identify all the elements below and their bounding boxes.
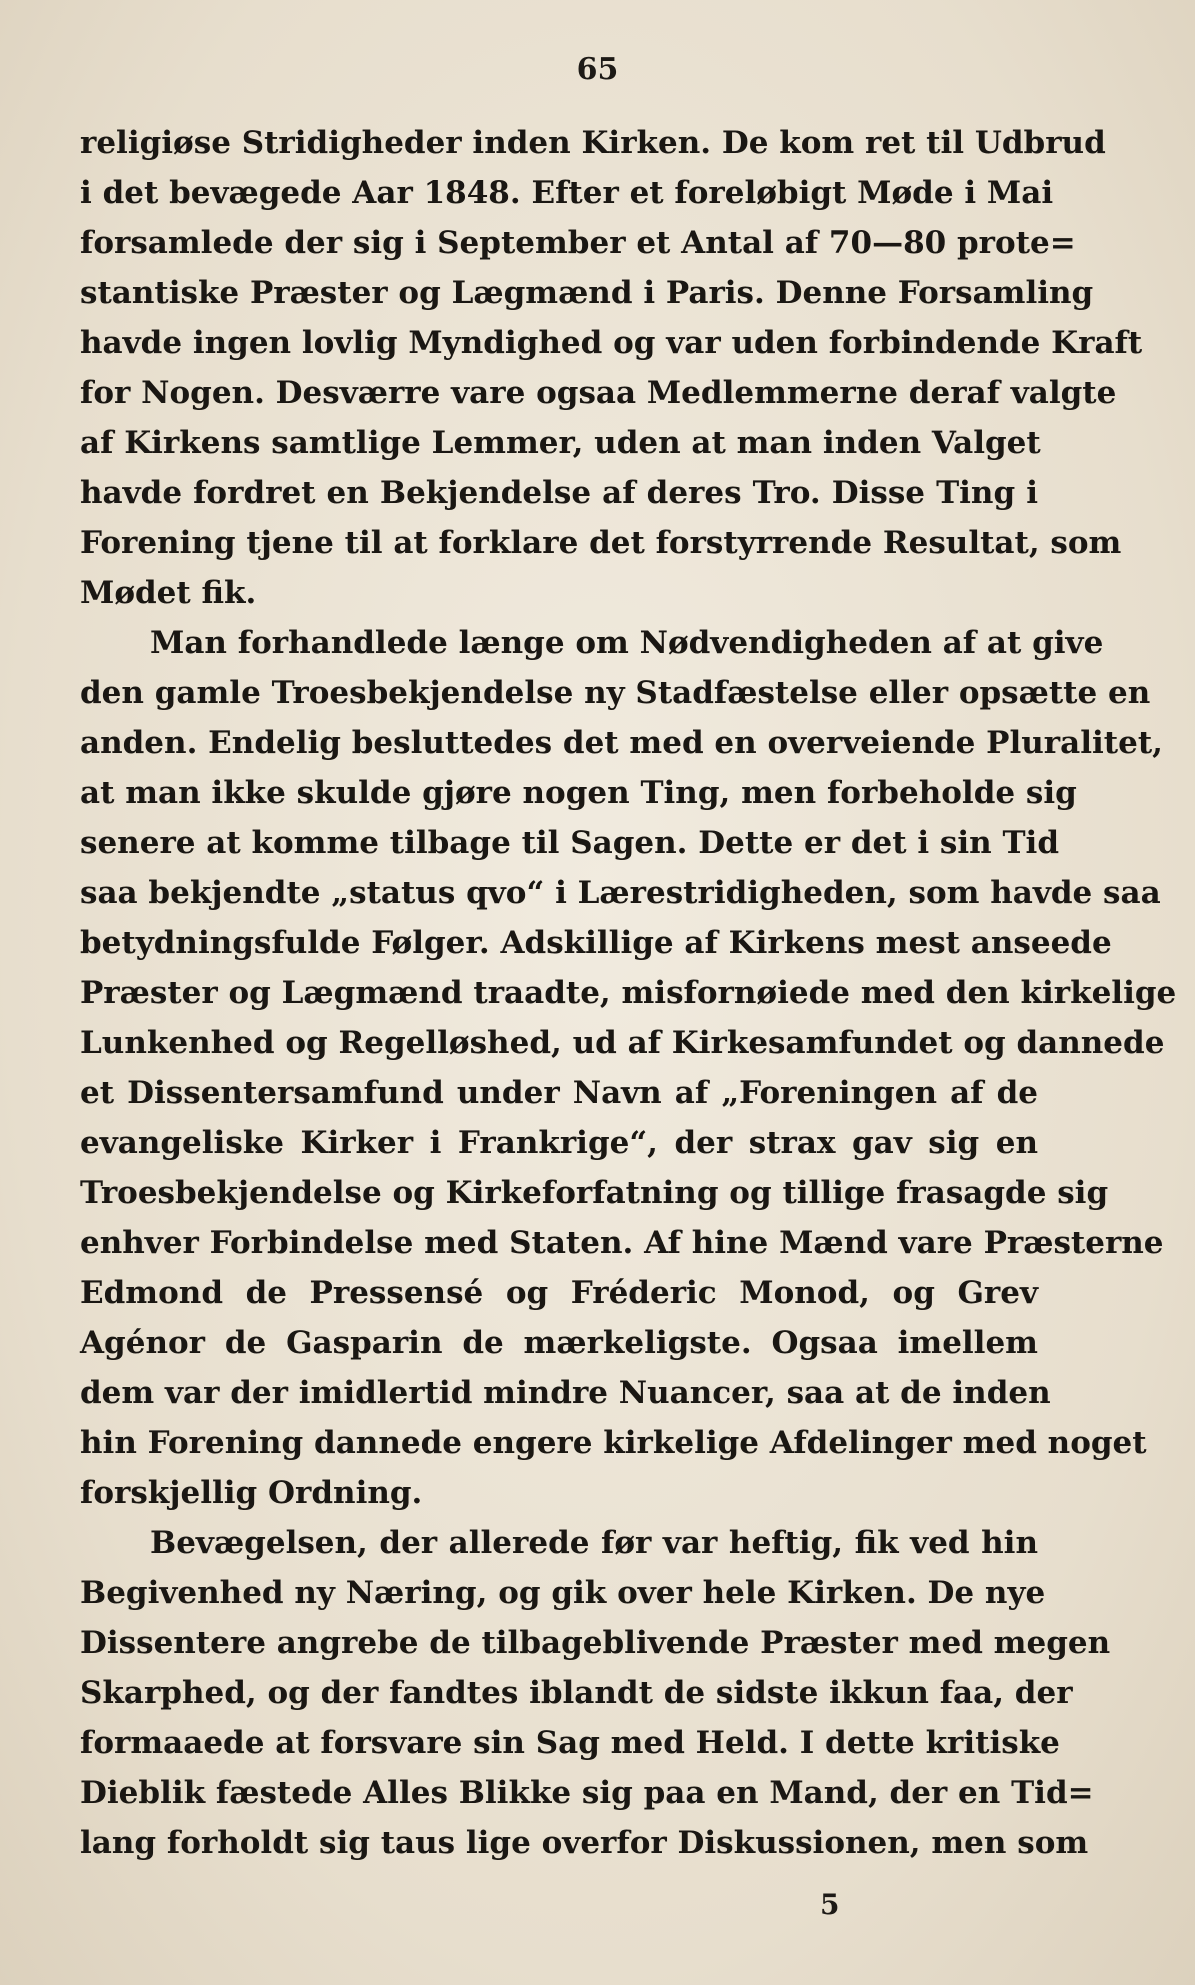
text-line: anden. Endelig besluttedes det med en overveiende Pluralitet, <box>80 725 1163 761</box>
text-line: religiøse Stridigheder inden Kirken. De kom ret til Udbrud <box>80 125 1106 161</box>
text-line: Forening tjene til at forklare det forstyrrende Resultat, som <box>80 525 1122 561</box>
paragraph <box>80 618 1177 1518</box>
paragraph <box>80 118 1143 618</box>
text-line: Dissentere angrebe de tilbageblivende Præster med megen <box>80 1625 1111 1661</box>
text-line: havde fordret en Bekjendelse af deres Tro. Disse Ting i <box>80 475 1038 511</box>
text-line: havde ingen lovlig Myndighed og var uden forbindende Kraft <box>80 325 1143 361</box>
page-number: 65 <box>576 52 619 87</box>
text-line: af Kirkens samtlige Lemmer, uden at man inden Valget <box>80 425 1041 461</box>
text-line: formaaede at forsvare sin Sag med Held. I dette kritiske <box>80 1725 1060 1761</box>
text-line: forskjellig Ordning. <box>80 1475 423 1511</box>
text-line: Edmond de Pressensé og Fréderic Monod, og Grev <box>80 1275 1038 1311</box>
text-line: for Nogen. Desværre vare ogsaa Medlemmerne deraf valgte <box>80 375 1117 411</box>
text-line: lang forholdt sig taus lige overfor Diskussionen, men som <box>80 1825 1089 1861</box>
text-line: Præster og Lægmænd traadte, misfornøiede med den kirkelige <box>80 975 1177 1011</box>
text-line: Skarphed, og der fandtes iblandt de sidste ikkun faa, der <box>80 1675 1073 1711</box>
text-line: Dieblik fæstede Alles Blikke sig paa en Mand, der en Tid= <box>80 1775 1094 1811</box>
text-line: i det bevægede Aar 1848. Efter et foreløbigt Møde i Mai <box>80 175 1054 211</box>
signature-mark: 5 <box>820 1888 840 1921</box>
paragraph <box>80 1518 1111 1868</box>
text-line: hin Forening dannede engere kirkelige Afdelinger med noget <box>80 1425 1147 1461</box>
text-line: forsamlede der sig i September et Antal af 70—80 prote= <box>80 225 1076 261</box>
text-line: Man forhandlede længe om Nødvendigheden af at give <box>150 625 1104 661</box>
text-line: enhver Forbindelse med Staten. Af hine Mænd vare Præsterne <box>80 1225 1164 1261</box>
text-line: saa bekjendte „status qvo“ i Lærestridigheden, som havde saa <box>80 875 1161 911</box>
text-line: den gamle Troesbekjendelse ny Stadfæstelse eller opsætte en <box>80 675 1151 711</box>
text-line: dem var der imidlertid mindre Nuancer, saa at de inden <box>80 1375 1051 1411</box>
text-line: Lunkenhed og Regelløshed, ud af Kirkesamfundet og dannede <box>80 1025 1165 1061</box>
text-line: Troesbekjendelse og Kirkeforfatning og tillige frasagde sig <box>80 1175 1109 1211</box>
text-line: Begivenhed ny Næring, og gik over hele Kirken. De nye <box>80 1575 1046 1611</box>
text-line: senere at komme tilbage til Sagen. Dette er det i sin Tid <box>80 825 1060 861</box>
text-line: evangeliske Kirker i Frankrige“, der strax gav sig en <box>80 1125 1038 1161</box>
text-line: Agénor de Gasparin de mærkeligste. Ogsaa imellem <box>80 1325 1038 1361</box>
text-line: stantiske Præster og Lægmænd i Paris. Denne Forsamling <box>80 275 1094 311</box>
text-line: et Dissentersamfund under Navn af „Foreningen af de <box>80 1075 1038 1111</box>
text-line: at man ikke skulde gjøre nogen Ting, men forbeholde sig <box>80 775 1077 811</box>
text-line: Mødet fik. <box>80 575 257 611</box>
body-text <box>80 118 1177 1868</box>
text-line: betydningsfulde Følger. Adskillige af Kirkens mest anseede <box>80 925 1112 961</box>
text-line: Bevægelsen, der allerede før var heftig, fik ved hin <box>150 1525 1038 1561</box>
